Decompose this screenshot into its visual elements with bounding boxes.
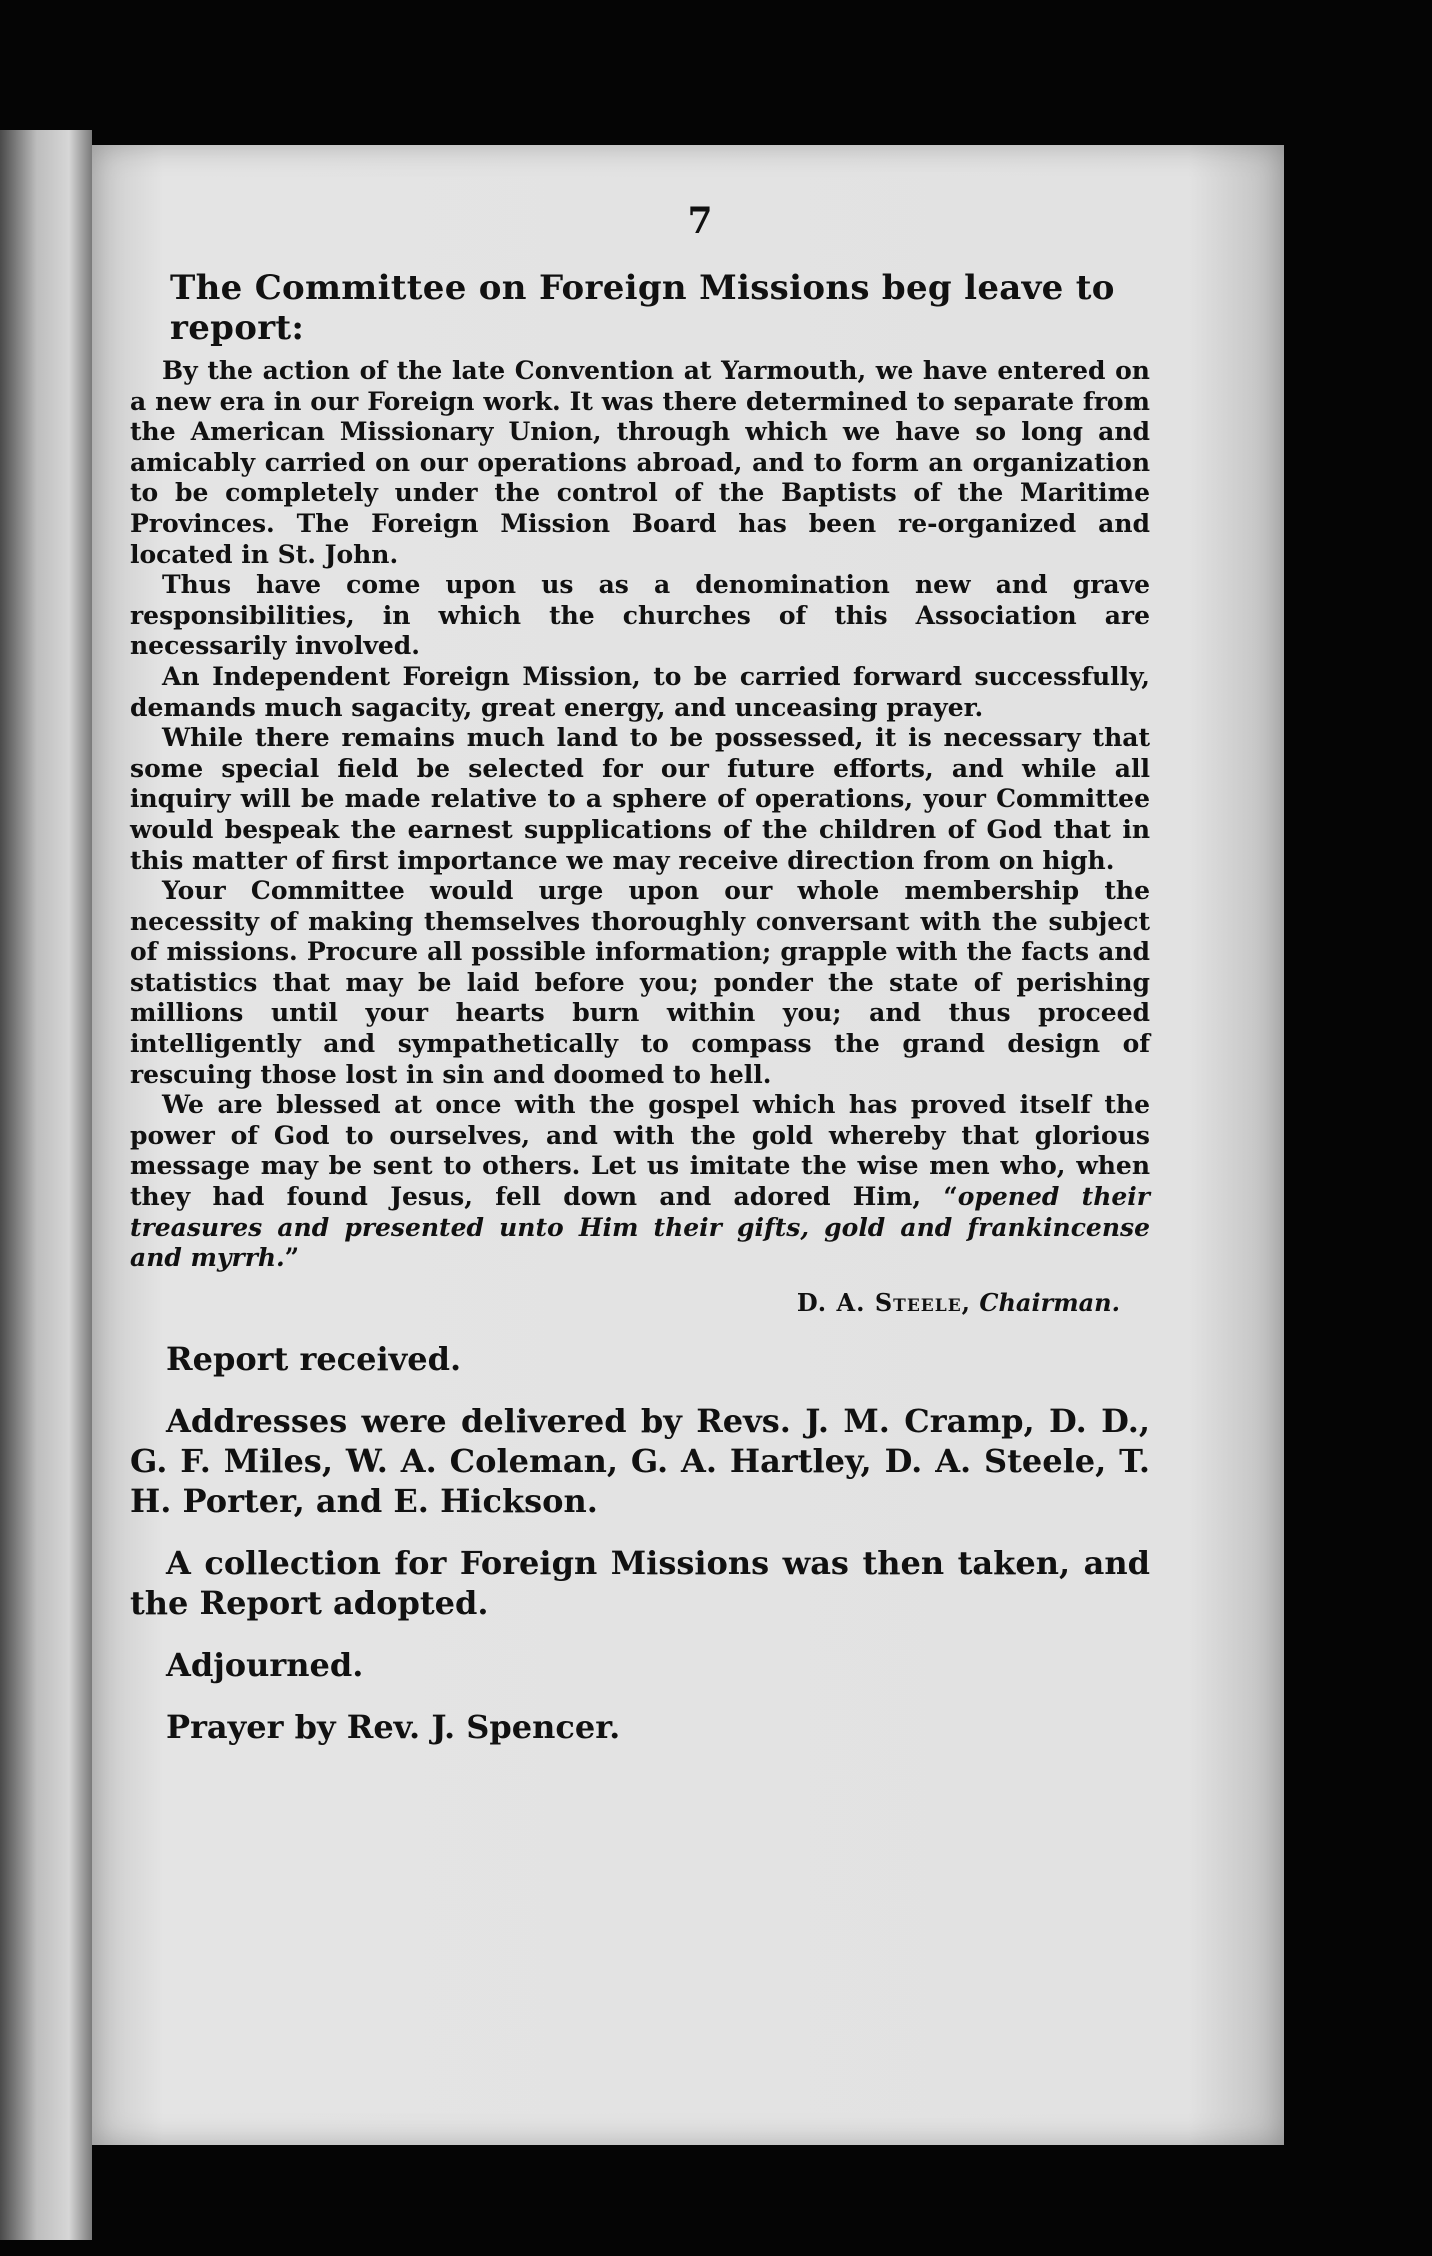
paragraph-final (130, 1090, 1150, 1274)
minute-entry: A collection for Foreign Missions was then taken, and the Report adopted. (130, 1543, 1150, 1622)
signature-title: Chairman. (979, 1287, 1120, 1317)
paragraph: Thus have come upon us as a denomination new and grave responsibilities, in which the churches of this Association are necessarily involved. (130, 570, 1150, 661)
minute-entry: Prayer by Rev. J. Spencer. (166, 1707, 621, 1746)
adjacent-page-edge (0, 130, 92, 2240)
quotation-italic: opened their treasures and presented unto Him their gifts, gold and frankincense and myrrh. (130, 1182, 1150, 1273)
paragraph-text: We are blessed at once with the gospel which has proved itself the power of God to ourselves, and with the gold whereby that glorious message may be sent to others. Let us imitate the wise men who, when they had found Jesus, fell down and adored Him, “ (130, 1090, 1150, 1212)
minute-entry: Adjourned. (166, 1645, 364, 1684)
minute-entry: Addresses were delivered by Revs. J. M. Cramp, D. D., G. F. Miles, W. A. Coleman, G. A. Hartley, D. A. Steele, T. H. Porter, and E. Hickson. (130, 1401, 1150, 1520)
minute-entry: Report received. (166, 1339, 462, 1378)
report-heading: The Committee on Foreign Missions beg leave to report: (170, 268, 1115, 348)
page-text (130, 200, 1150, 1747)
closing-quote: ” (284, 1243, 300, 1273)
page-number: 7 (687, 200, 713, 242)
paragraph: By the action of the late Convention at Yarmouth, we have entered on a new era in our Foreign work. It was there determined to separate from the American Missionary Union, through which we have so long and amicably carried on our operations abroad, and to form an organization to be completely under the control of the Baptists of the Maritime Provinces. The Foreign Mission Board has been re-organized and located in St. John. (130, 356, 1150, 569)
paragraph: Your Committee would urge upon our whole membership the necessity of making themselves thoroughly conversant with the subject of missions. Procure all possible information; grapple with the facts and statistics that may be laid before you; ponder the state of perishing millions until your hearts burn within you; and thus proceed intelligently and sympathetically to compass the grand design of rescuing those lost in sin and doomed to hell. (130, 876, 1150, 1089)
signature-name: D. A. Steele, (796, 1287, 972, 1317)
paragraph: While there remains much land to be possessed, it is necessary that some special field be selected for our future efforts, and while all inquiry will be made relative to a sphere of operations, your Committee would bespeak the earnest supplications of the children of God that in this matter of first importance we may receive direction from on high. (130, 723, 1150, 875)
report-body (130, 356, 1150, 1274)
paragraph: An Independent Foreign Mission, to be carried forward successfully, demands much sagacity, great energy, and unceasing prayer. (130, 661, 1150, 722)
signature (130, 1288, 1150, 1317)
minutes (130, 1339, 1150, 1747)
